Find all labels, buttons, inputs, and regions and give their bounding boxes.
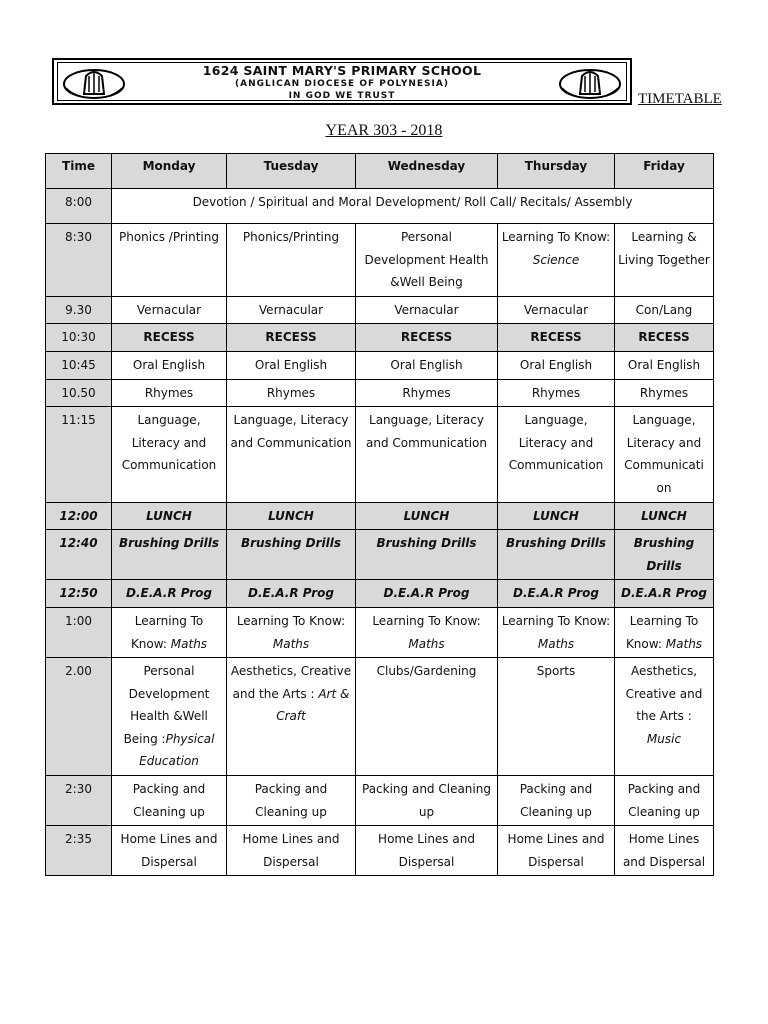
time-cell: 10.50 [46,379,112,407]
thursday-cell: Vernacular [498,296,615,324]
friday-cell: Rhymes [615,379,714,407]
header-thursday: Thursday [498,154,615,189]
friday-cell: Brushing Drills [615,530,714,580]
wednesday-cell: Packing and Cleaning up [356,776,498,826]
wednesday-cell: Language, Literacy and Communication [356,407,498,502]
table-row [46,776,714,826]
wednesday-cell: Oral English [356,351,498,379]
thursday-cell: D.E.A.R Prog [498,580,615,608]
wednesday-cell: Home Lines and Dispersal [356,826,498,876]
tuesday-cell: D.E.A.R Prog [227,580,356,608]
year-title: YEAR 303 - 2018 [325,122,443,139]
cell-text: Aesthetics, Creative and the Arts : [625,664,703,724]
friday-cell [615,607,714,657]
monday-cell: Packing and Cleaning up [112,776,227,826]
thursday-cell: Oral English [498,351,615,379]
wednesday-cell: LUNCH [356,502,498,530]
friday-cell: Con/Lang [615,296,714,324]
monday-cell [112,658,227,776]
cell-text: Learning To Know: [625,613,699,651]
header-tuesday: Tuesday [227,154,356,189]
cell-subject: Science [532,252,580,267]
monday-cell: Rhymes [112,379,227,407]
thursday-cell [498,224,615,297]
cell-text: Learning To Know: [236,613,346,628]
monday-cell: LUNCH [112,502,227,530]
cell-subject: Physical Education [139,731,215,769]
praying-hands-crest-icon [62,64,126,102]
friday-cell: RECESS [615,324,714,352]
friday-cell: Home Lines and Dispersal [615,826,714,876]
header-wednesday: Wednesday [356,154,498,189]
cell-text: Aesthetics, Creative and the Arts : [230,664,352,701]
tuesday-cell: Rhymes [227,379,356,407]
cell-subject: Maths [408,636,445,651]
thursday-cell [498,607,615,657]
friday-cell: Oral English [615,351,714,379]
monday-cell: Home Lines and Dispersal [112,826,227,876]
time-cell: 2:30 [46,776,112,826]
cell-text: Learning To Know: [130,613,204,651]
table-row [46,224,714,297]
tuesday-cell: RECESS [227,324,356,352]
time-cell: 9.30 [46,296,112,324]
tuesday-cell: Vernacular [227,296,356,324]
wednesday-cell: Rhymes [356,379,498,407]
wednesday-cell: RECESS [356,324,498,352]
time-cell: 10:45 [46,351,112,379]
tuesday-cell: Oral English [227,351,356,379]
cell-text: Learning To Know: [501,230,611,244]
assembly-cell: Devotion / Spiritual and Moral Development/ Roll Call/ Recitals/ Assembly [112,189,714,224]
header-time: Time [46,154,112,189]
monday-cell [112,607,227,657]
tuesday-cell: Language, Literacy and Communication [227,407,356,502]
monday-cell: D.E.A.R Prog [112,580,227,608]
cell-subject: Maths [665,636,703,651]
table-row [46,607,714,657]
time-cell: 11:15 [46,407,112,502]
monday-cell: Brushing Drills [112,530,227,580]
friday-cell: Language, Literacy and Communicati on [615,407,714,502]
monday-cell: RECESS [112,324,227,352]
table-row [46,530,714,580]
wednesday-cell: Personal Development Health &Well Being [356,224,498,297]
tuesday-cell: Phonics/Printing [227,224,356,297]
table-row [46,580,714,608]
table-row [46,502,714,530]
cell-text: Learning To Know: [501,613,611,628]
table-row [46,658,714,776]
wednesday-cell: Brushing Drills [356,530,498,580]
friday-cell [615,658,714,776]
monday-cell: Oral English [112,351,227,379]
table-row [46,379,714,407]
thursday-cell: Sports [498,658,615,776]
cell-subject: Maths [537,636,575,651]
friday-cell: Learning & Living Together [615,224,714,297]
tuesday-cell: Brushing Drills [227,530,356,580]
thursday-cell: Packing and Cleaning up [498,776,615,826]
school-name: 1624 SAINT MARY'S PRIMARY SCHOOL [202,63,482,78]
table-row [46,407,714,502]
wednesday-cell: Clubs/Gardening [356,658,498,776]
time-cell: 2:35 [46,826,112,876]
header-monday: Monday [112,154,227,189]
time-cell: 1:00 [46,607,112,657]
table-row [46,826,714,876]
cell-subject: Music [646,731,682,746]
school-motto: IN GOD WE TRUST [288,91,396,101]
monday-cell: Phonics /Printing [112,224,227,297]
cell-subject: Art & Craft [276,686,350,724]
table-row [46,324,714,352]
header-row [46,154,714,189]
table-row [46,296,714,324]
tuesday-cell: Home Lines and Dispersal [227,826,356,876]
tuesday-cell: LUNCH [227,502,356,530]
school-diocese: (ANGLICAN DIOCESE OF POLYNESIA) [235,79,449,89]
cell-subject: Maths [170,636,208,651]
cell-text: Personal Development Health &Well Being : [123,664,210,746]
header-friday: Friday [615,154,714,189]
table-row [46,189,714,224]
friday-cell: D.E.A.R Prog [615,580,714,608]
thursday-cell: Rhymes [498,379,615,407]
timetable [45,153,714,876]
time-cell: 12:50 [46,580,112,608]
cell-text: Learning To Know: [372,613,481,628]
time-cell: 12:00 [46,502,112,530]
table-row [46,351,714,379]
time-cell: 8:30 [46,224,112,297]
timetable-label: TIMETABLE [638,91,722,107]
tuesday-cell [227,607,356,657]
monday-cell: Language, Literacy and Communication [112,407,227,502]
time-cell: 8:00 [46,189,112,224]
praying-hands-crest-icon [558,64,622,102]
cell-subject: Maths [272,636,310,651]
wednesday-cell: Vernacular [356,296,498,324]
tuesday-cell [227,658,356,776]
time-cell: 2.00 [46,658,112,776]
wednesday-cell: D.E.A.R Prog [356,580,498,608]
thursday-cell: Brushing Drills [498,530,615,580]
thursday-cell: LUNCH [498,502,615,530]
time-cell: 10:30 [46,324,112,352]
thursday-cell: Home Lines and Dispersal [498,826,615,876]
friday-cell: LUNCH [615,502,714,530]
thursday-cell: RECESS [498,324,615,352]
wednesday-cell [356,607,498,657]
monday-cell: Vernacular [112,296,227,324]
friday-cell: Packing and Cleaning up [615,776,714,826]
school-header-banner [52,58,632,105]
time-cell: 12:40 [46,530,112,580]
thursday-cell: Language, Literacy and Communication [498,407,615,502]
tuesday-cell: Packing and Cleaning up [227,776,356,826]
